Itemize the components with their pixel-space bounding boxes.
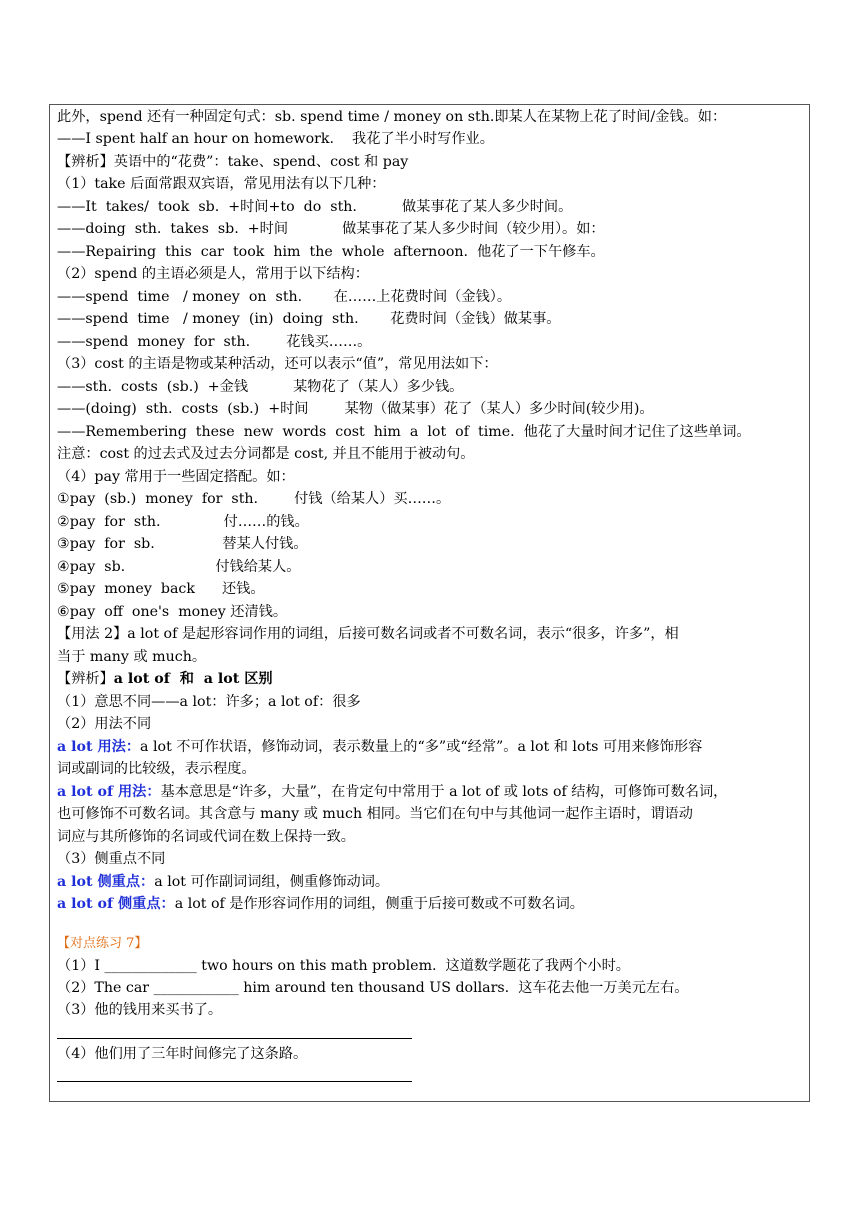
alot-focus-text: a lot 可作副词词组，侧重修饰动词。 xyxy=(154,874,390,890)
text-line: ①pay (sb.) money for sth. 付钱（给某人）买……。 xyxy=(57,491,451,507)
answer-line xyxy=(57,1038,412,1039)
text-line: ——Remembering these new words cost him a lot of time. 他花了大量时间才记住了这些单词。 xyxy=(57,424,751,440)
text-line: ④pay sb. 付钱给某人。 xyxy=(57,559,301,575)
text-line: 此外，spend 还有一种固定句式：sb. spend time / money on sth.即某人在某物上花了时间/金钱。如： xyxy=(57,109,727,125)
bianxi-tag: 【辨析】 xyxy=(57,671,114,687)
text-line: （3）侧重点不同 xyxy=(57,851,166,867)
exercise-item: （1）I _____________ two hours on this math problem. 这道数学题花了我两个小时。 xyxy=(57,958,630,974)
exercise-item: （3）他的钱用来买书了。 xyxy=(57,1002,223,1018)
text-line: ——spend time / money on sth. 在……上花费时间（金钱）。 xyxy=(57,289,512,305)
text-line: （4）pay 常用于一些固定搭配。如： xyxy=(57,469,295,485)
text-line: ——(doing) sth. costs (sb.) +时间 某物（做某事）花了（某人）多少时间(较少用)。 xyxy=(57,401,654,417)
alotof-focus-line xyxy=(57,893,584,915)
practice-title: 【对点练习 7】 xyxy=(57,936,148,951)
alotof-usage-text: 基本意思是“许多，大量”，在肯定句中常用于 a lot of 或 lots of 结构，可修饰可数名词， xyxy=(160,784,728,800)
bianxi-title: a lot of 和 a lot 区别 xyxy=(113,671,273,687)
text-line: 词应与其所修饰的名词或代词在数上保持一致。 xyxy=(57,829,355,845)
text-line: 注意：cost 的过去式及过去分词都是 cost, 并且不能用于被动句。 xyxy=(57,446,475,462)
text-line: 也可修饰不可数名词。其含意与 many 或 much 相同。当它们在句中与其他词一起作主语时，谓语动 xyxy=(57,806,693,822)
alotof-usage-label: a lot of 用法： xyxy=(57,784,161,800)
text-line: ——spend money for sth. 花钱买……。 xyxy=(57,334,372,350)
text-line: ——I spent half an hour on homework. 我花了半小时写作业。 xyxy=(57,131,494,147)
alotof-focus-text: a lot of 是作形容词作用的词组，侧重于后接可数或不可数名词。 xyxy=(174,896,584,912)
text-line: ——It takes/ took sb. +时间+to do sth. 做某事花了某人多少时间。 xyxy=(57,199,573,215)
text-line: ③pay for sb. 替某人付钱。 xyxy=(57,536,308,552)
text-line: 词或副词的比较级，表示程度。 xyxy=(57,761,256,777)
text-line: （1）意思不同——a lot：许多；a lot of：很多 xyxy=(57,694,361,710)
alot-focus-line xyxy=(57,871,389,893)
text-line: 当于 many 或 much。 xyxy=(57,649,207,665)
text-line: （2）用法不同 xyxy=(57,716,152,732)
alot-focus-label: a lot 侧重点： xyxy=(57,874,155,890)
text-line: ——Repairing this car took him the whole afternoon. 他花了一下午修车。 xyxy=(57,244,605,260)
alot-usage-text: a lot 不可作状语，修饰动词，表示数量上的“多”或“经常”。a lot 和 lots 可用来修饰形容 xyxy=(140,739,703,755)
alot-usage-label: a lot 用法： xyxy=(57,739,141,755)
exercise-item: （4）他们用了三年时间修完了这条路。 xyxy=(57,1046,308,1062)
alotof-usage-line xyxy=(57,781,727,803)
text-line: ②pay for sth. 付……的钱。 xyxy=(57,514,309,530)
text-line: ⑥pay off one's money 还清钱。 xyxy=(57,604,288,620)
text-line: 【用法 2】a lot of 是起形容词作用的词组，后接可数名词或者不可数名词，表示“很多，许多”，相 xyxy=(57,626,679,642)
text-line: ⑤pay money back 还钱。 xyxy=(57,581,265,597)
bianxi-heading-line xyxy=(57,668,273,690)
text-line: ——spend time / money (in) doing sth. 花费时间（金钱）做某事。 xyxy=(57,311,561,327)
text-line: 【辨析】英语中的“花费”：take、spend、cost 和 pay xyxy=(57,154,409,170)
text-line: （3）cost 的主语是物或某种活动，还可以表示“值”，常见用法如下： xyxy=(57,356,498,372)
exercise-item: （2）The car ____________ him around ten thousand US dollars. 这车花去他一万美元左右。 xyxy=(57,980,689,996)
text-line: ——doing sth. takes sb. +时间 做某事花了某人多少时间（较少用）。如： xyxy=(57,221,605,237)
answer-line xyxy=(57,1081,412,1082)
text-line: ——sth. costs (sb.) +金钱 某物花了（某人）多少钱。 xyxy=(57,379,464,395)
text-line: （2）spend 的主语必须是人，常用于以下结构： xyxy=(57,266,369,282)
alot-usage-line xyxy=(57,736,702,758)
alotof-focus-label: a lot of 侧重点： xyxy=(57,896,175,912)
text-line: （1）take 后面常跟双宾语，常见用法有以下几种： xyxy=(57,176,386,192)
